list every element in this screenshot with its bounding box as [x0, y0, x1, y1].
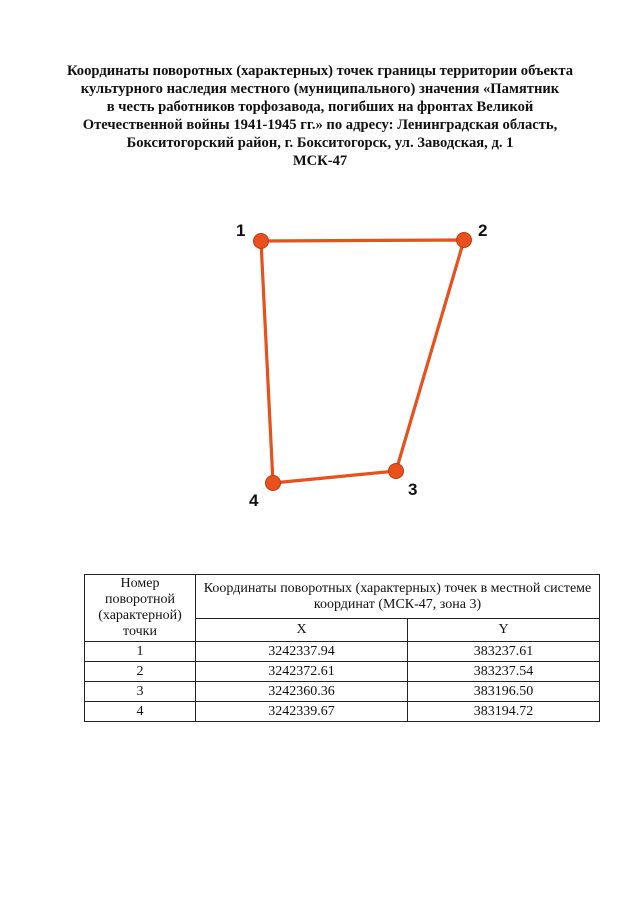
cell-y: 383237.61	[408, 642, 600, 662]
boundary-point-2	[457, 233, 472, 248]
table-row	[85, 682, 600, 702]
point-label-3: 3	[408, 480, 418, 499]
table-row	[85, 662, 600, 682]
table-row	[85, 642, 600, 662]
title-line: МСК-47	[292, 153, 348, 169]
cell-y: 383237.54	[408, 662, 600, 682]
table-row	[85, 702, 600, 722]
title-line: Бокситогорский район, г. Бокситогорск, ул. Заводская, д. 1	[126, 135, 514, 151]
boundary-point-4	[266, 476, 281, 491]
header-x: X	[196, 619, 408, 642]
title-line: Координаты поворотных (характерных) точек границы территории объекта	[66, 63, 574, 79]
cell-x: 3242337.94	[196, 642, 408, 662]
title-line: Отечественной войны 1941-1945 гг.» по адресу: Ленинградская область,	[82, 117, 558, 133]
cell-y: 383196.50	[408, 682, 600, 702]
coordinates-table	[84, 574, 600, 722]
cell-y: 383194.72	[408, 702, 600, 722]
cell-x: 3242360.36	[196, 682, 408, 702]
cell-number: 4	[85, 702, 196, 722]
point-label-1: 1	[236, 221, 246, 240]
boundary-polygon	[261, 240, 464, 483]
header-coordinates: Координаты поворотных (характерных) точек в местной системе координат (МСК-47, зона 3)	[196, 575, 600, 619]
cell-number: 2	[85, 662, 196, 682]
boundary-point-3	[389, 464, 404, 479]
cell-x: 3242339.67	[196, 702, 408, 722]
cell-number: 1	[85, 642, 196, 662]
title-line: в честь работников торфозавода, погибших на фронтах Великой	[106, 99, 534, 115]
point-label-2: 2	[478, 221, 488, 240]
boundary-point-1	[254, 234, 269, 249]
cell-number: 3	[85, 682, 196, 702]
title-line: культурного наследия местного (муниципального) значения «Памятник	[80, 81, 560, 97]
point-label-4: 4	[249, 491, 259, 510]
header-y: Y	[408, 619, 600, 642]
cell-x: 3242372.61	[196, 662, 408, 682]
header-point-number: Номер поворотной (характерной) точки	[85, 575, 196, 642]
